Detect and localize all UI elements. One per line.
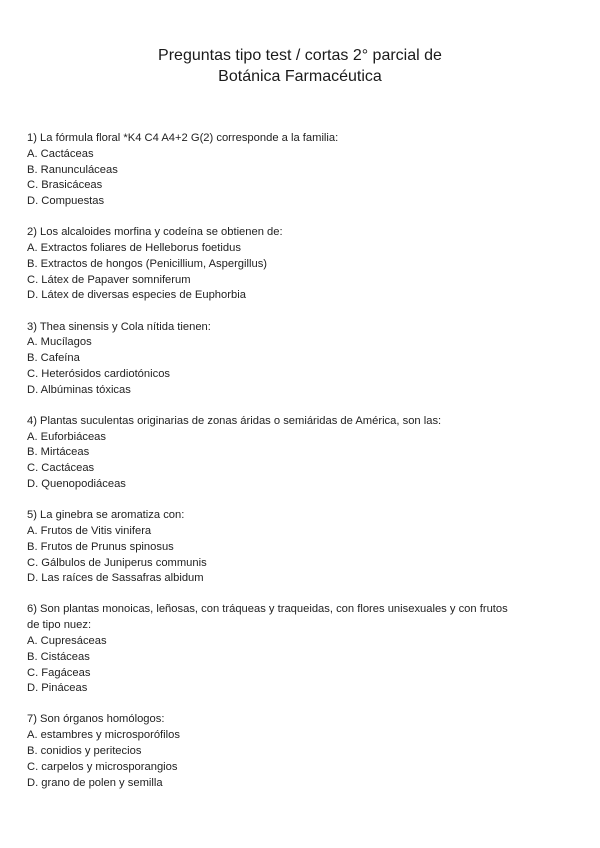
option-b: B. Cistáceas (27, 650, 90, 663)
question-text: 7) Son órganos homólogos: (27, 713, 165, 726)
question-list (27, 131, 577, 807)
question-5 (27, 508, 577, 587)
question-3 (27, 320, 577, 399)
document-title (0, 45, 600, 87)
question-2 (27, 225, 577, 304)
option-c: C. Látex de Papaver somniferum (27, 273, 191, 286)
option-c: C. Brasicáceas (27, 179, 103, 192)
option-c: C. Fagáceas (27, 666, 91, 679)
option-b: B. Frutos de Prunus spinosus (27, 540, 174, 553)
question-6 (27, 602, 577, 697)
option-a: A. Euforbiáceas (27, 430, 106, 443)
option-b: B. Extractos de hongos (Penicillium, Aspergillus) (27, 257, 268, 270)
option-a: A. estambres y microsporófilos (27, 729, 180, 742)
option-d: D. grano de polen y semilla (27, 776, 163, 789)
option-d: D. Albúminas tóxicas (27, 383, 131, 396)
option-d: D. Quenopodiáceas (27, 478, 126, 491)
question-text: 3) Thea sinensis y Cola nítida tienen: (27, 320, 211, 333)
question-text: 5) La ginebra se aromatiza con: (27, 509, 185, 522)
question-7 (27, 712, 577, 791)
question-text: 1) La fórmula floral *K4 C4 A4+2 G(2) corresponde a la familia: (27, 132, 339, 144)
option-d: D. Las raíces de Sassafras albidum (27, 572, 204, 585)
option-b: B. conidios y peritecios (27, 745, 142, 758)
option-c: C. Cactáceas (27, 462, 95, 475)
option-d: D. Compuestas (27, 195, 105, 208)
option-b: B. Mirtáceas (27, 446, 90, 459)
option-a: A. Cactáceas (27, 147, 94, 160)
question-4 (27, 414, 577, 493)
question-text: 2) Los alcaloides morfina y codeína se obtienen de: (27, 226, 283, 239)
option-d: D. Látex de diversas especies de Euphorbia (27, 289, 246, 302)
option-b: B. Ranunculáceas (27, 163, 118, 176)
option-d: D. Pináceas (27, 682, 88, 695)
option-c: C. Gálbulos de Juniperus communis (27, 556, 207, 569)
option-a: A. Mucílagos (27, 336, 92, 349)
question-text: 4) Plantas suculentas originarias de zonas áridas o semiáridas de América, son las: (27, 414, 442, 427)
option-a: A. Cupresáceas (27, 635, 107, 647)
option-c: C. carpelos y microsporangios (27, 760, 178, 773)
question-text-line-1: 6) Son plantas monoicas, leñosas, con tráqueas y traqueidas, con flores unisexuales y con frutos (27, 603, 508, 616)
title-line-2: Botánica Farmacéutica (218, 68, 382, 85)
question-text-line-2: de tipo nuez: (27, 619, 92, 632)
option-a: A. Extractos foliares de Helleborus foetidus (27, 242, 241, 255)
option-b: B. Cafeína (27, 352, 80, 365)
title-line-1: Preguntas tipo test / cortas 2° parcial de (158, 47, 442, 64)
question-1 (27, 131, 577, 210)
option-a: A. Frutos de Vitis vinifera (27, 524, 152, 537)
option-c: C. Heterósidos cardiotónicos (27, 367, 171, 380)
